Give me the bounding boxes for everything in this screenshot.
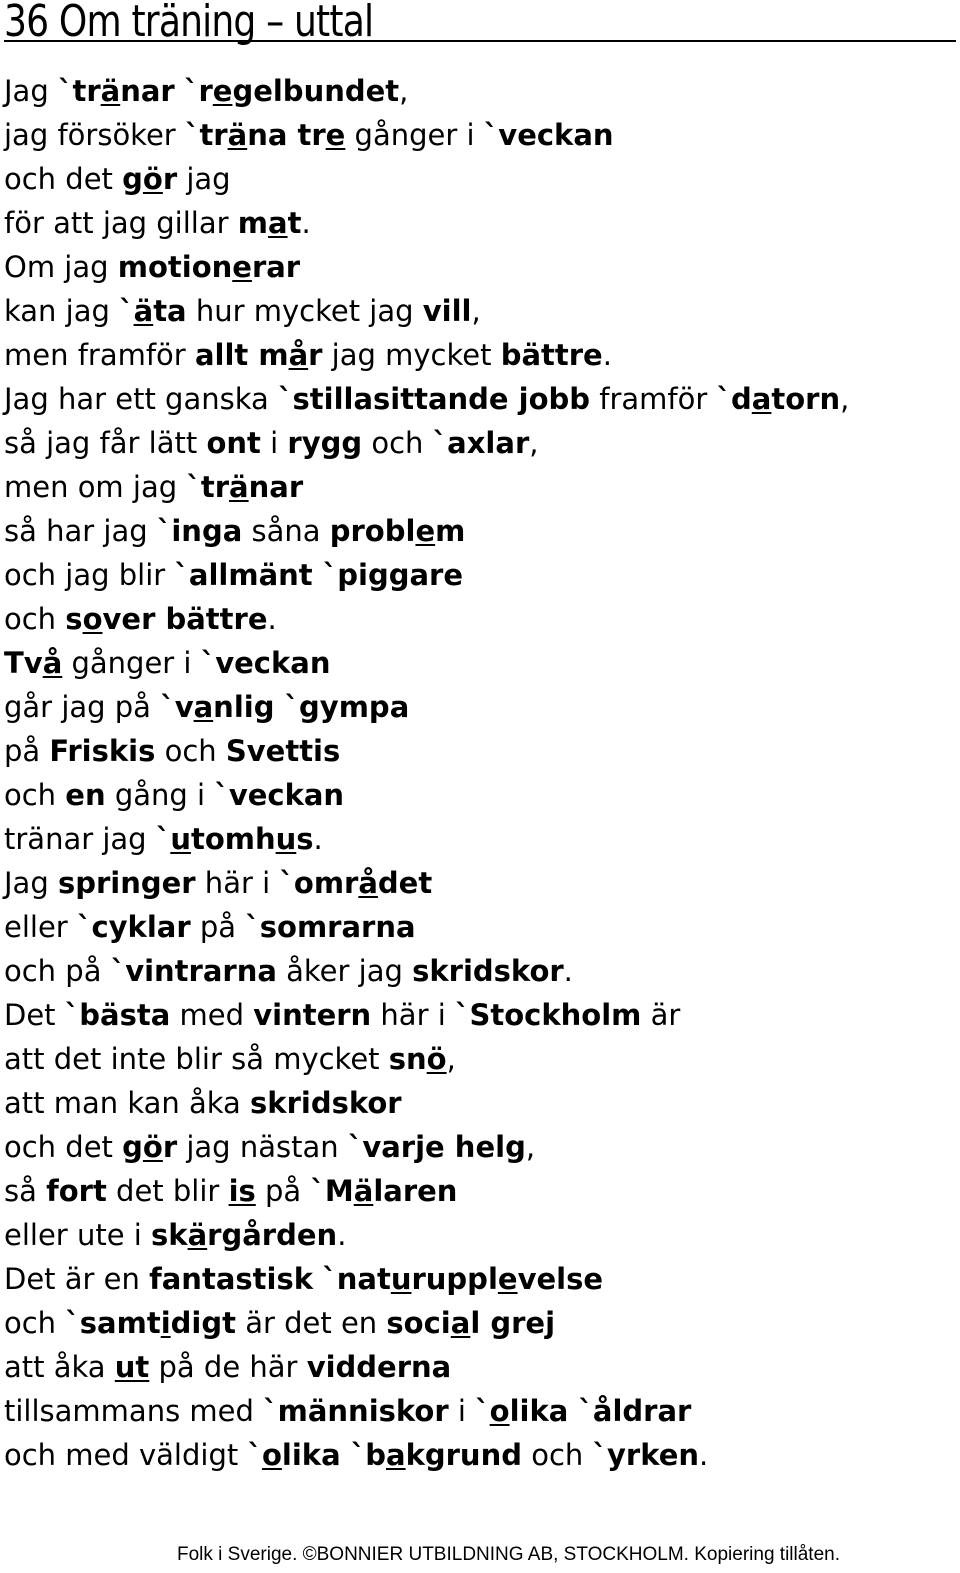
text-segment: Jag — [4, 866, 58, 900]
text-segment: med — [170, 998, 254, 1032]
stressed-vowel: ö — [142, 162, 163, 196]
stressed-word: ta — [153, 294, 187, 328]
text-segment: på — [255, 1174, 311, 1208]
text-segment — [175, 74, 184, 108]
text-segment: så har jag — [4, 514, 157, 548]
text-line — [4, 1345, 956, 1389]
stressed-vowel: o — [489, 1394, 510, 1428]
text-line — [4, 1433, 956, 1477]
stressed-word: r — [308, 338, 323, 372]
text-segment: är — [641, 998, 681, 1032]
stressed-word: sn — [388, 1042, 427, 1076]
text-line — [4, 861, 956, 905]
text-segment: och jag blir — [4, 558, 175, 592]
stressed-word: lika `b — [281, 1438, 386, 1472]
text-segment: jag försöker — [4, 118, 185, 152]
text-segment: framför — [590, 382, 717, 416]
text-segment: i — [448, 1394, 476, 1428]
text-line — [4, 465, 956, 509]
text-segment: så — [4, 1174, 47, 1208]
stressed-vowel: a — [193, 690, 214, 724]
text-segment: såna — [242, 514, 330, 548]
text-line — [4, 685, 956, 729]
stressed-word: motion — [117, 250, 233, 284]
stressed-word: na tr — [247, 118, 326, 152]
stressed-word: lika `åldrar — [509, 1394, 692, 1428]
stressed-word: `varje helg — [347, 1130, 526, 1164]
stressed-word: `axlar — [432, 426, 530, 460]
stressed-word: laren — [373, 1174, 458, 1208]
text-line — [4, 1257, 956, 1301]
stressed-word: r — [162, 1130, 178, 1164]
text-line — [4, 69, 956, 113]
text-segment: gånger i — [345, 118, 484, 152]
stressed-word: rar — [251, 250, 301, 284]
page-title: 36 Om träning – uttal — [4, 0, 374, 47]
text-segment: jag mycket — [322, 338, 501, 372]
stressed-word: `omr — [279, 866, 359, 900]
stressed-vowel: o — [261, 1438, 282, 1472]
stressed-word: r — [162, 162, 178, 196]
text-segment: . — [602, 338, 612, 372]
text-segment: och det — [4, 1130, 123, 1164]
text-line — [4, 1389, 956, 1433]
stressed-word: m — [237, 206, 268, 240]
stressed-word: `samt — [65, 1306, 161, 1340]
stressed-word: `Stockholm — [455, 998, 642, 1032]
stressed-word: nar — [120, 74, 175, 108]
stressed-word: `nat — [322, 1262, 391, 1296]
stressed-word: Tv — [4, 646, 43, 680]
stressed-word: `tr — [57, 74, 101, 108]
stressed-word: l grej — [470, 1306, 556, 1340]
text-line — [4, 817, 956, 861]
stressed-vowel: ä — [100, 74, 121, 108]
stressed-vowel: ä — [133, 294, 154, 328]
text-line — [4, 113, 956, 157]
stressed-word: skridskor — [412, 954, 564, 988]
stressed-word: ont — [206, 426, 261, 460]
text-line — [4, 729, 956, 773]
text-segment: eller ute i — [4, 1218, 152, 1252]
text-line — [4, 1125, 956, 1169]
text-segment: , — [471, 294, 481, 328]
stressed-word: fort — [46, 1174, 107, 1208]
stressed-word: fantastisk — [149, 1262, 314, 1296]
stressed-word: `cyklar — [76, 910, 191, 944]
stressed-word: rygg — [287, 426, 363, 460]
stressed-vowel: e — [415, 514, 436, 548]
stressed-vowel: is — [228, 1174, 256, 1208]
stressed-word: `stillasittande jobb — [278, 382, 591, 416]
stressed-word: `d — [716, 382, 752, 416]
stressed-word: torn — [771, 382, 841, 416]
stressed-vowel: e — [497, 1262, 518, 1296]
stressed-vowel: å — [288, 338, 309, 372]
stressed-vowel: u — [390, 1262, 412, 1296]
stressed-word: vidderna — [306, 1350, 452, 1384]
text-segment: och — [362, 426, 433, 460]
text-segment — [313, 1262, 322, 1296]
stressed-word: s — [296, 822, 314, 856]
text-line — [4, 949, 956, 993]
stressed-word: `somrarna — [245, 910, 416, 944]
title-underline — [4, 40, 956, 42]
stressed-word: l — [487, 1262, 498, 1296]
stressed-word: `veckan — [214, 778, 345, 812]
text-segment: . — [267, 602, 277, 636]
text-segment: . — [563, 954, 573, 988]
text-segment: så jag får lätt — [4, 426, 207, 460]
text-segment: att åka — [4, 1350, 115, 1384]
text-segment: och — [155, 734, 226, 768]
text-segment: här i — [371, 998, 455, 1032]
text-line — [4, 1037, 956, 1081]
stressed-word: nar — [248, 470, 304, 504]
text-segment: Jag har ett ganska — [4, 382, 278, 416]
text-line — [4, 553, 956, 597]
text-segment: och med väldigt — [4, 1438, 248, 1472]
stressed-word: m — [435, 514, 466, 548]
stressed-word: vill — [422, 294, 472, 328]
text-segment: . — [313, 822, 323, 856]
stressed-word: `r — [183, 74, 213, 108]
stressed-vowel: a — [386, 1438, 406, 1472]
text-segment: och på — [4, 954, 111, 988]
stressed-word: allt m — [194, 338, 289, 372]
text-line — [4, 641, 956, 685]
text-segment: men framför — [4, 338, 195, 372]
stressed-word: `vintrarna — [110, 954, 277, 988]
stressed-word: rupp — [411, 1262, 488, 1296]
text-segment: , — [399, 74, 409, 108]
text-segment: Om jag — [4, 250, 118, 284]
text-line — [4, 421, 956, 465]
stressed-vowel: u — [170, 822, 191, 856]
stressed-vowel: o — [82, 602, 103, 636]
stressed-word: `veckan — [200, 646, 331, 680]
stressed-word: digt — [170, 1306, 236, 1340]
stressed-vowel: ä — [227, 118, 248, 152]
text-segment: jag nästan — [177, 1130, 348, 1164]
stressed-word: g — [122, 1130, 143, 1164]
text-line — [4, 333, 956, 377]
text-segment: Det — [4, 998, 65, 1032]
stressed-word: vintern — [253, 998, 372, 1032]
stressed-vowel: ut — [114, 1350, 150, 1384]
stressed-word: velse — [517, 1262, 604, 1296]
text-segment: och — [521, 1438, 593, 1472]
text-line — [4, 1213, 956, 1257]
stressed-word: ` — [247, 1438, 262, 1472]
stressed-vowel: a — [268, 206, 288, 240]
text-line — [4, 1169, 956, 1213]
stressed-vowel: a — [751, 382, 772, 416]
text-segment: tillsammans med — [4, 1394, 264, 1428]
stressed-word: `allmänt `piggare — [174, 558, 464, 592]
text-body — [4, 69, 956, 1477]
text-segment: men om jag — [4, 470, 187, 504]
stressed-word: s — [65, 602, 83, 636]
stressed-word: g — [122, 162, 143, 196]
stressed-word: rgården — [207, 1218, 338, 1252]
text-segment: . — [337, 1218, 347, 1252]
stressed-word: `veckan — [483, 118, 614, 152]
stressed-word: `tr — [184, 118, 228, 152]
text-segment: att man kan åka — [4, 1086, 251, 1120]
stressed-word: det — [377, 866, 433, 900]
stressed-word: `inga — [156, 514, 243, 548]
stressed-word: skridskor — [250, 1086, 402, 1120]
stressed-vowel: e — [212, 74, 233, 108]
text-line — [4, 201, 956, 245]
text-line — [4, 1081, 956, 1125]
text-segment: , — [446, 1042, 456, 1076]
text-segment: gång i — [105, 778, 215, 812]
stressed-word: kgrund — [405, 1438, 522, 1472]
stressed-word: `bästa — [64, 998, 171, 1032]
stressed-word: soci — [386, 1306, 451, 1340]
text-segment: Det är en — [4, 1262, 150, 1296]
stressed-word: Svettis — [225, 734, 341, 768]
stressed-word: ` — [475, 1394, 490, 1428]
text-line — [4, 773, 956, 817]
stressed-word: `tr — [186, 470, 230, 504]
text-segment: gånger i — [62, 646, 201, 680]
stressed-vowel: u — [275, 822, 297, 856]
stressed-word: springer — [57, 866, 196, 900]
stressed-word: bättre — [500, 338, 603, 372]
text-segment: , — [529, 426, 539, 460]
stressed-word: `M — [310, 1174, 354, 1208]
text-segment: och det — [4, 162, 123, 196]
text-segment: Jag — [4, 74, 58, 108]
stressed-vowel: ä — [353, 1174, 374, 1208]
text-segment: . — [699, 1438, 709, 1472]
text-segment: går jag på — [4, 690, 161, 724]
text-line — [4, 289, 956, 333]
text-line — [4, 377, 956, 421]
text-segment: är det en — [236, 1306, 387, 1340]
text-segment: och — [4, 1306, 66, 1340]
text-segment: på — [4, 734, 50, 768]
text-segment: hur mycket jag — [186, 294, 423, 328]
stressed-word: en — [65, 778, 106, 812]
text-segment: på de här — [149, 1350, 307, 1384]
copyright-footer: Folk i Sverige. ©BONNIER UTBILDNING AB, STOCKHOLM. Kopiering tillåten. — [176, 1544, 840, 1565]
text-segment: , — [525, 1130, 536, 1164]
text-segment: jag — [177, 162, 231, 196]
stressed-vowel: e — [325, 118, 346, 152]
stressed-vowel: ä — [187, 1218, 208, 1252]
stressed-vowel: a — [450, 1306, 471, 1340]
stressed-vowel: ö — [142, 1130, 163, 1164]
text-segment: i — [260, 426, 288, 460]
stressed-word: ` — [155, 822, 171, 856]
text-segment: och — [4, 602, 66, 636]
text-line — [4, 905, 956, 949]
stressed-vowel: i — [160, 1306, 171, 1340]
stressed-word: ` — [119, 294, 134, 328]
text-segment: att det inte blir så mycket — [4, 1042, 389, 1076]
text-line — [4, 245, 956, 289]
text-line — [4, 1301, 956, 1345]
stressed-word: gelbundet — [232, 74, 400, 108]
stressed-word: sk — [151, 1218, 188, 1252]
stressed-word: t — [287, 206, 302, 240]
stressed-vowel: e — [232, 250, 252, 284]
text-segment: eller — [4, 910, 77, 944]
stressed-vowel: ö — [426, 1042, 447, 1076]
stressed-word: tomh — [190, 822, 276, 856]
stressed-word: `människor — [263, 1394, 449, 1428]
stressed-vowel: å — [42, 646, 63, 680]
stressed-word: probl — [329, 514, 416, 548]
text-segment: det blir — [106, 1174, 229, 1208]
text-line — [4, 509, 956, 553]
text-segment: tränar jag — [4, 822, 156, 856]
text-segment: och — [4, 778, 66, 812]
text-segment: här i — [195, 866, 280, 900]
stressed-word: ver bättre — [102, 602, 268, 636]
text-line — [4, 993, 956, 1037]
text-segment: . — [301, 206, 311, 240]
text-segment: , — [840, 382, 850, 416]
text-segment: åker jag — [276, 954, 413, 988]
stressed-word: nlig `gympa — [213, 690, 410, 724]
stressed-word: `v — [160, 690, 194, 724]
stressed-word: `yrken — [592, 1438, 700, 1472]
text-line — [4, 157, 956, 201]
stressed-vowel: ä — [229, 470, 249, 504]
text-segment: för att jag gillar — [4, 206, 238, 240]
text-segment: på — [190, 910, 246, 944]
stressed-vowel: å — [358, 866, 378, 900]
text-line — [4, 597, 956, 641]
text-segment: kan jag — [4, 294, 120, 328]
stressed-word: Friskis — [49, 734, 156, 768]
